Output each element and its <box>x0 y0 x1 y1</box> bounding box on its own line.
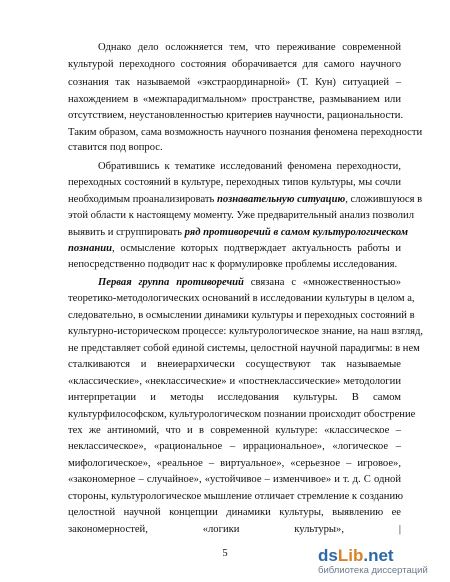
dslib-watermark[interactable] <box>318 546 448 580</box>
line-text: этой области к настоящему моменту. Уже предварительный анализ позволил <box>68 210 414 221</box>
text-line <box>68 473 401 486</box>
text-line <box>68 523 401 536</box>
text-line <box>68 58 401 71</box>
line-text: сталкиваются и внеиерархически сосуществуют так называемые <box>68 359 401 370</box>
line-text: культурфилософском, культурологическом познании происходит обострение <box>68 409 416 420</box>
line-text: , осмысление которых подтверждает актуальность работы и <box>112 243 401 254</box>
text-line <box>68 342 420 355</box>
line-text: не представляет собой единой системы, целостной научной парадигмы: в нем <box>68 343 420 354</box>
line-text: мифологическое», «реальное – виртуальное», «серьезное – игровое», <box>68 458 401 469</box>
text-line <box>68 226 409 239</box>
line-text: следовательно, в осмыслении динамики культуры и переходных состояний в <box>68 310 415 321</box>
line-text: «закономерное – случайное», «устойчивое – изменчивое» и т. д. С одной <box>68 474 401 485</box>
text-line <box>68 258 401 271</box>
emphasis-text: ряд противоречий в самом культурологическом <box>184 227 409 238</box>
line-text: отсутствием, неустановленностью критериев научности, рациональности. <box>68 110 404 121</box>
line-text: Обратившись к тематике исследований феномена переходности, <box>98 161 401 172</box>
text-line <box>68 490 404 503</box>
line-text: закономерностей, «логики культуры», | <box>68 524 401 535</box>
text-line <box>68 325 424 338</box>
text-line <box>68 193 423 206</box>
line-text: необходимым проанализировать <box>68 194 218 205</box>
emphasis-text: Первая группа противоречий <box>98 277 244 288</box>
text-line <box>68 358 401 371</box>
text-line <box>68 424 401 437</box>
text-line <box>68 126 423 139</box>
line-text: целостной научной концепции динамики культуры, выявлению ее <box>68 507 401 518</box>
dslib-logo: dsLib.net <box>318 546 394 565</box>
dslib-subtitle: библиотека диссертаций <box>318 565 428 576</box>
text-line <box>68 391 401 404</box>
text-line <box>98 41 401 54</box>
line-text: культурой переходного состояния оборачивается для самого научного <box>68 59 401 70</box>
text-line <box>98 160 401 173</box>
line-text: Таким образом, сама возможность научного познания феномена переходности <box>68 127 423 138</box>
line-text: неклассическое», «рациональное – иррациональное», «логическое – <box>68 441 401 452</box>
text-line <box>68 93 401 106</box>
line-text: тех же антиномий, что и в современной культуре: «классическое – <box>68 425 401 436</box>
line-text: связана с «множественностью» <box>243 277 401 288</box>
text-line <box>68 141 401 154</box>
emphasis-text: познавательную ситуацию <box>217 194 346 205</box>
text-line <box>68 440 401 453</box>
text-line <box>98 276 401 289</box>
line-text: непосредственно подводит нас к формулировке проблемы исследования. <box>68 259 398 270</box>
text-line <box>68 292 415 305</box>
page-number: 5 <box>222 548 228 559</box>
text-line <box>68 209 414 222</box>
emphasis-text: познании <box>68 243 113 254</box>
line-text: культурно-историческом процессе: культурологическое знание, на наш взгляд, <box>68 326 424 337</box>
line-text: , сложившуюся в <box>345 194 423 205</box>
line-text: выявить и сгруппировать <box>68 227 185 238</box>
text-line <box>68 408 416 421</box>
line-text: ставится под вопрос. <box>68 142 163 153</box>
line-text: «классические», «неклассические» и «постнеклассические» методологии <box>68 376 401 387</box>
line-text: стороны, культурологическое мышление отличает стремление к созданию <box>68 491 404 502</box>
line-text: интерпретации и методы исследования культуры. В самом <box>68 392 401 403</box>
text-line <box>68 176 401 189</box>
line-text: сознания так называемой «экстраординарной» (Т. Кун) ситуацией – <box>68 77 401 88</box>
line-text: теоретико-методологических оснований в исследовании культуры в целом а, <box>68 293 415 304</box>
line-text: нахождением в «межпарадигмальном» пространстве, размыванием или <box>68 94 401 105</box>
line-text: переходных состояний в культуре, переходных типов культуры, мы сочли <box>68 177 401 188</box>
text-line <box>68 309 415 322</box>
text-line <box>68 76 401 89</box>
line-text: Однако дело осложняется тем, что переживание современной <box>98 42 401 53</box>
text-line <box>68 109 404 122</box>
text-line <box>68 242 401 255</box>
text-line <box>68 375 401 388</box>
text-line <box>68 506 401 519</box>
text-line <box>68 457 401 470</box>
